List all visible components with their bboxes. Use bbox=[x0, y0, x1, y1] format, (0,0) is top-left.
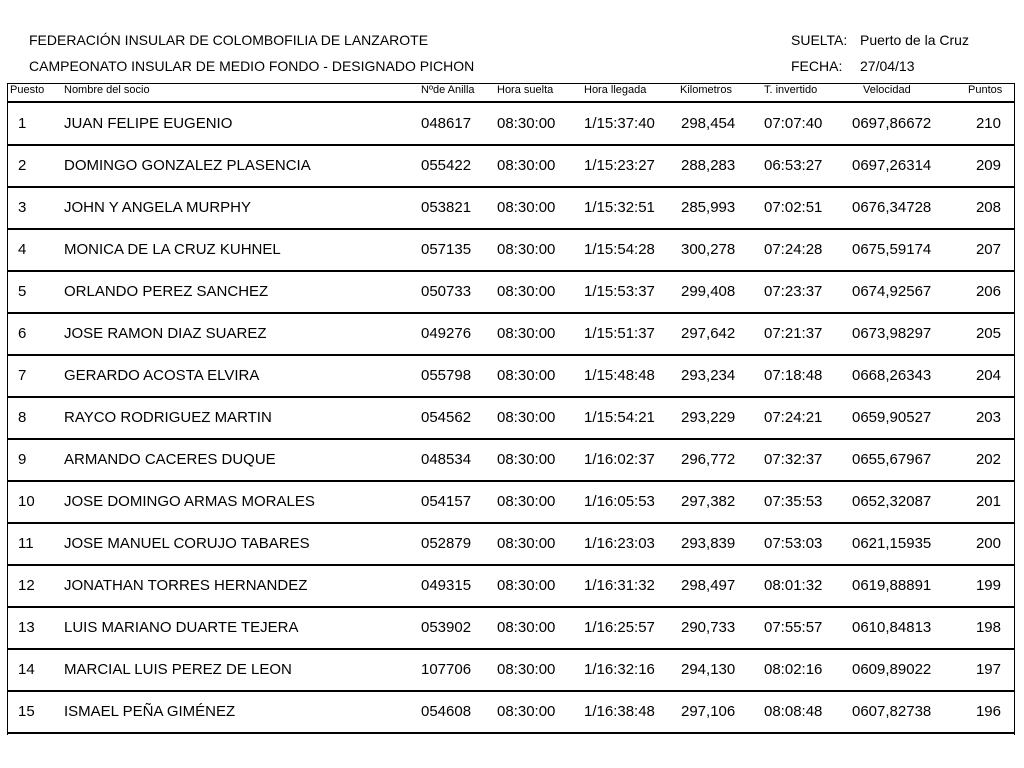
cell-anilla: 052879 bbox=[421, 535, 472, 552]
cell-hora-suelta: 08:30:00 bbox=[497, 325, 556, 342]
fecha-info bbox=[791, 58, 915, 74]
col-header-velocidad: Velocidad bbox=[863, 84, 911, 96]
cell-kilometros: 297,382 bbox=[681, 493, 736, 510]
cell-nombre: JUAN FELIPE EUGENIO bbox=[64, 115, 233, 132]
cell-hora-suelta: 08:30:00 bbox=[497, 577, 556, 594]
cell-puesto: 4 bbox=[18, 241, 27, 258]
cell-puntos: 206 bbox=[975, 283, 1001, 300]
cell-anilla: 054562 bbox=[421, 409, 472, 426]
cell-hora-llegada: 1/15:48:48 bbox=[584, 367, 655, 384]
cell-hora-suelta: 08:30:00 bbox=[497, 409, 556, 426]
cell-t-invertido: 08:01:32 bbox=[764, 577, 823, 594]
cell-puntos: 201 bbox=[975, 493, 1001, 510]
col-header-hora-suelta: Hora suelta bbox=[497, 84, 554, 96]
cell-velocidad: 0697,86672 bbox=[852, 115, 932, 132]
cell-kilometros: 288,283 bbox=[681, 157, 736, 174]
cell-puntos: 196 bbox=[975, 703, 1001, 720]
table-row bbox=[0, 272, 1024, 314]
cell-hora-llegada: 1/15:54:28 bbox=[584, 241, 655, 258]
cell-t-invertido: 08:02:16 bbox=[764, 661, 823, 678]
cell-kilometros: 285,993 bbox=[681, 199, 736, 216]
cell-puesto: 15 bbox=[18, 703, 35, 720]
cell-puesto: 3 bbox=[18, 199, 27, 216]
cell-hora-llegada: 1/16:38:48 bbox=[584, 703, 655, 720]
cell-hora-llegada: 1/16:05:53 bbox=[584, 493, 655, 510]
cell-nombre: JONATHAN TORRES HERNANDEZ bbox=[64, 577, 308, 594]
cell-anilla: 055422 bbox=[421, 157, 472, 174]
cell-puntos: 205 bbox=[975, 325, 1001, 342]
suelta-info bbox=[791, 32, 969, 48]
cell-puntos: 200 bbox=[975, 535, 1001, 552]
table-row bbox=[0, 650, 1024, 692]
fecha-value: 27/04/13 bbox=[860, 58, 915, 74]
cell-t-invertido: 07:35:53 bbox=[764, 493, 823, 510]
cell-t-invertido: 07:53:03 bbox=[764, 535, 823, 552]
cell-puntos: 203 bbox=[975, 409, 1001, 426]
cell-puesto: 6 bbox=[18, 325, 27, 342]
cell-nombre: DOMINGO GONZALEZ PLASENCIA bbox=[64, 157, 311, 174]
cell-puntos: 210 bbox=[975, 115, 1001, 132]
cell-hora-llegada: 1/15:37:40 bbox=[584, 115, 655, 132]
cell-hora-llegada: 1/16:32:16 bbox=[584, 661, 655, 678]
table-row bbox=[0, 146, 1024, 188]
cell-puesto: 5 bbox=[18, 283, 27, 300]
cell-puesto: 13 bbox=[18, 619, 35, 636]
col-header-hora-llegada: Hora llegada bbox=[584, 84, 647, 96]
cell-hora-llegada: 1/15:51:37 bbox=[584, 325, 655, 342]
table-row bbox=[0, 566, 1024, 608]
cell-puntos: 204 bbox=[975, 367, 1001, 384]
cell-velocidad: 0697,26314 bbox=[852, 157, 932, 174]
cell-hora-suelta: 08:30:00 bbox=[497, 283, 556, 300]
cell-velocidad: 0655,67967 bbox=[852, 451, 932, 468]
cell-kilometros: 297,106 bbox=[681, 703, 736, 720]
cell-hora-llegada: 1/16:25:57 bbox=[584, 619, 655, 636]
col-header-puntos: Puntos bbox=[968, 84, 1003, 96]
cell-kilometros: 293,839 bbox=[681, 535, 736, 552]
championship-title: CAMPEONATO INSULAR DE MEDIO FONDO - DESIGNADO PICHON bbox=[29, 58, 475, 74]
cell-t-invertido: 07:02:51 bbox=[764, 199, 823, 216]
federation-title: FEDERACIÓN INSULAR DE COLOMBOFILIA DE LANZAROTE bbox=[29, 32, 429, 48]
cell-kilometros: 293,229 bbox=[681, 409, 736, 426]
cell-t-invertido: 07:23:37 bbox=[764, 283, 823, 300]
cell-nombre: ARMANDO CACERES DUQUE bbox=[64, 451, 276, 468]
cell-puesto: 1 bbox=[18, 115, 27, 132]
cell-kilometros: 290,733 bbox=[681, 619, 736, 636]
cell-puesto: 8 bbox=[18, 409, 27, 426]
cell-velocidad: 0607,82738 bbox=[852, 703, 932, 720]
cell-anilla: 048534 bbox=[421, 451, 472, 468]
cell-anilla: 107706 bbox=[421, 661, 472, 678]
cell-hora-suelta: 08:30:00 bbox=[497, 199, 556, 216]
cell-t-invertido: 06:53:27 bbox=[764, 157, 823, 174]
cell-anilla: 054157 bbox=[421, 493, 472, 510]
cell-hora-suelta: 08:30:00 bbox=[497, 367, 556, 384]
table-row bbox=[0, 482, 1024, 524]
cell-kilometros: 296,772 bbox=[681, 451, 736, 468]
cell-hora-suelta: 08:30:00 bbox=[497, 493, 556, 510]
cell-t-invertido: 07:32:37 bbox=[764, 451, 823, 468]
cell-puesto: 10 bbox=[18, 493, 35, 510]
cell-hora-suelta: 08:30:00 bbox=[497, 451, 556, 468]
cell-velocidad: 0652,32087 bbox=[852, 493, 932, 510]
cell-anilla: 048617 bbox=[421, 115, 472, 132]
cell-puntos: 199 bbox=[975, 577, 1001, 594]
cell-velocidad: 0674,92567 bbox=[852, 283, 932, 300]
cell-anilla: 050733 bbox=[421, 283, 472, 300]
cell-puesto: 11 bbox=[18, 535, 34, 552]
suelta-value: Puerto de la Cruz bbox=[860, 32, 969, 48]
cell-puesto: 14 bbox=[18, 661, 35, 678]
cell-velocidad: 0659,90527 bbox=[852, 409, 932, 426]
row-divider bbox=[7, 732, 1015, 734]
col-header-nombre: Nombre del socio bbox=[64, 84, 150, 96]
cell-nombre: MARCIAL LUIS PEREZ DE LEON bbox=[64, 661, 292, 678]
cell-kilometros: 300,278 bbox=[681, 241, 736, 258]
cell-velocidad: 0673,98297 bbox=[852, 325, 932, 342]
table-row bbox=[0, 440, 1024, 482]
cell-hora-llegada: 1/15:23:27 bbox=[584, 157, 655, 174]
table-row bbox=[0, 356, 1024, 398]
cell-nombre: GERARDO ACOSTA ELVIRA bbox=[64, 367, 260, 384]
cell-anilla: 054608 bbox=[421, 703, 472, 720]
fecha-label: FECHA: bbox=[791, 58, 843, 74]
cell-t-invertido: 07:18:48 bbox=[764, 367, 823, 384]
cell-kilometros: 299,408 bbox=[681, 283, 736, 300]
table-row bbox=[0, 398, 1024, 440]
col-header-kilometros: Kilometros bbox=[680, 84, 732, 96]
cell-nombre: JOSE MANUEL CORUJO TABARES bbox=[64, 535, 310, 552]
table-row bbox=[0, 230, 1024, 272]
cell-kilometros: 294,130 bbox=[681, 661, 736, 678]
cell-nombre: JOHN Y ANGELA MURPHY bbox=[64, 199, 252, 216]
cell-anilla: 057135 bbox=[421, 241, 472, 258]
cell-puesto: 2 bbox=[18, 157, 27, 174]
cell-nombre: ISMAEL PEÑA GIMÉNEZ bbox=[64, 703, 236, 720]
table-rule bbox=[7, 83, 1015, 84]
table-row bbox=[0, 314, 1024, 356]
cell-t-invertido: 07:21:37 bbox=[764, 325, 823, 342]
cell-hora-suelta: 08:30:00 bbox=[497, 241, 556, 258]
cell-velocidad: 0619,88891 bbox=[852, 577, 932, 594]
cell-t-invertido: 08:08:48 bbox=[764, 703, 823, 720]
cell-nombre: JOSE DOMINGO ARMAS MORALES bbox=[64, 493, 315, 510]
table-row bbox=[0, 524, 1024, 566]
cell-hora-suelta: 08:30:00 bbox=[497, 703, 556, 720]
cell-nombre: LUIS MARIANO DUARTE TEJERA bbox=[64, 619, 299, 636]
cell-velocidad: 0668,26343 bbox=[852, 367, 932, 384]
cell-velocidad: 0609,89022 bbox=[852, 661, 932, 678]
cell-puntos: 207 bbox=[975, 241, 1001, 258]
cell-puntos: 209 bbox=[975, 157, 1001, 174]
cell-hora-suelta: 08:30:00 bbox=[497, 619, 556, 636]
cell-kilometros: 298,497 bbox=[681, 577, 736, 594]
cell-velocidad: 0675,59174 bbox=[852, 241, 932, 258]
cell-hora-llegada: 1/16:23:03 bbox=[584, 535, 655, 552]
cell-velocidad: 0676,34728 bbox=[852, 199, 932, 216]
cell-nombre: JOSE RAMON DIAZ SUAREZ bbox=[64, 325, 267, 342]
cell-velocidad: 0621,15935 bbox=[852, 535, 932, 552]
table-row bbox=[0, 104, 1024, 146]
cell-puntos: 198 bbox=[975, 619, 1001, 636]
table-row bbox=[0, 188, 1024, 230]
cell-anilla: 049315 bbox=[421, 577, 472, 594]
table-row bbox=[0, 608, 1024, 650]
cell-hora-llegada: 1/16:31:32 bbox=[584, 577, 655, 594]
cell-kilometros: 293,234 bbox=[681, 367, 736, 384]
cell-t-invertido: 07:24:28 bbox=[764, 241, 823, 258]
cell-puntos: 197 bbox=[975, 661, 1001, 678]
cell-hora-suelta: 08:30:00 bbox=[497, 535, 556, 552]
table-rule bbox=[7, 101, 1015, 103]
cell-hora-llegada: 1/15:53:37 bbox=[584, 283, 655, 300]
cell-nombre: RAYCO RODRIGUEZ MARTIN bbox=[64, 409, 272, 426]
cell-anilla: 053902 bbox=[421, 619, 472, 636]
col-header-puesto: Puesto bbox=[10, 84, 45, 96]
cell-t-invertido: 07:55:57 bbox=[764, 619, 823, 636]
suelta-label: SUELTA: bbox=[791, 32, 848, 48]
cell-hora-llegada: 1/15:54:21 bbox=[584, 409, 655, 426]
cell-hora-suelta: 08:30:00 bbox=[497, 157, 556, 174]
cell-puesto: 7 bbox=[18, 367, 27, 384]
cell-anilla: 049276 bbox=[421, 325, 472, 342]
cell-puesto: 12 bbox=[18, 577, 35, 594]
cell-nombre: MONICA DE LA CRUZ KUHNEL bbox=[64, 241, 281, 258]
cell-nombre: ORLANDO PEREZ SANCHEZ bbox=[64, 283, 269, 300]
cell-hora-suelta: 08:30:00 bbox=[497, 115, 556, 132]
cell-kilometros: 298,454 bbox=[681, 115, 736, 132]
col-header-t-invertido: T. invertido bbox=[764, 84, 818, 96]
cell-puesto: 9 bbox=[18, 451, 27, 468]
cell-kilometros: 297,642 bbox=[681, 325, 736, 342]
cell-anilla: 055798 bbox=[421, 367, 472, 384]
cell-puntos: 202 bbox=[975, 451, 1001, 468]
table-row bbox=[0, 692, 1024, 734]
cell-hora-llegada: 1/16:02:37 bbox=[584, 451, 655, 468]
cell-t-invertido: 07:07:40 bbox=[764, 115, 823, 132]
cell-puntos: 208 bbox=[975, 199, 1001, 216]
cell-t-invertido: 07:24:21 bbox=[764, 409, 823, 426]
cell-velocidad: 0610,84813 bbox=[852, 619, 932, 636]
cell-hora-suelta: 08:30:00 bbox=[497, 661, 556, 678]
cell-anilla: 053821 bbox=[421, 199, 472, 216]
col-header-anilla: Nºde Anilla bbox=[421, 84, 475, 96]
cell-hora-llegada: 1/15:32:51 bbox=[584, 199, 655, 216]
